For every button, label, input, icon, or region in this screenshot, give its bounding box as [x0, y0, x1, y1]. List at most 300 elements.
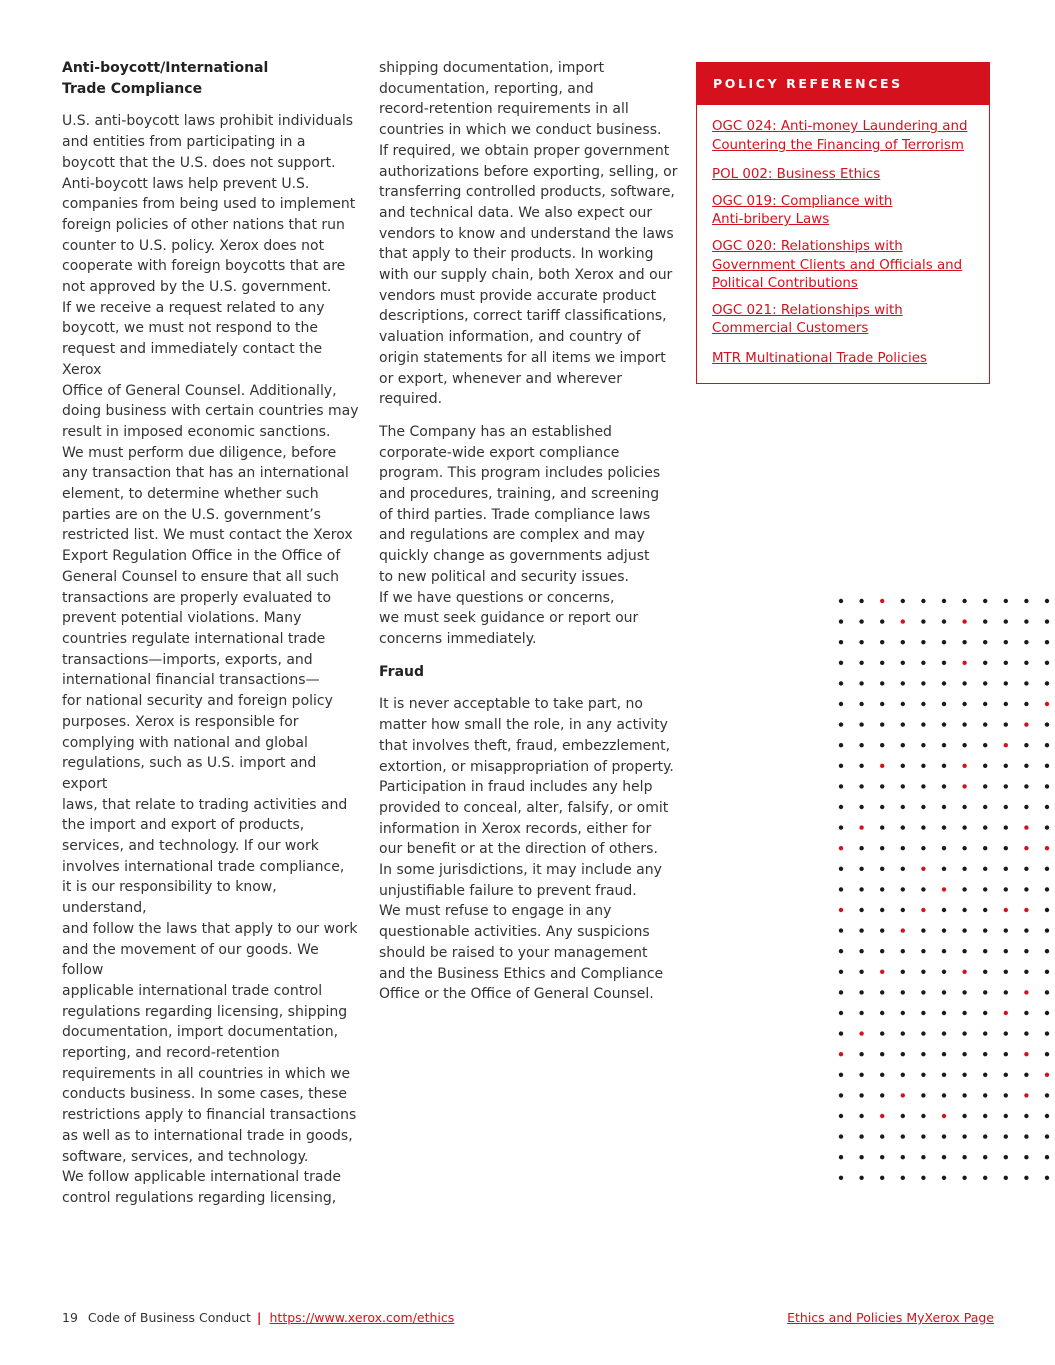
- decorative-dot: [962, 928, 966, 932]
- decorative-dot: [880, 990, 884, 994]
- decorative-dot: [962, 970, 966, 974]
- decorative-dot: [1024, 970, 1028, 974]
- decorative-dot: [901, 1052, 905, 1056]
- decorative-dot: [983, 825, 987, 829]
- decorative-dot: [859, 764, 863, 768]
- decorative-dot: [859, 887, 863, 891]
- policy-references-box: [696, 62, 990, 384]
- decorative-dot: [1045, 1031, 1049, 1035]
- decorative-dot: [942, 743, 946, 747]
- decorative-dot: [839, 784, 843, 788]
- decorative-dot: [1045, 1155, 1049, 1159]
- decorative-dot: [1024, 599, 1028, 603]
- policy-link-item: [712, 238, 975, 294]
- decorative-dot: [859, 928, 863, 932]
- decorative-dot: [859, 990, 863, 994]
- decorative-dot: [921, 599, 925, 603]
- decorative-dot: [962, 1031, 966, 1035]
- decorative-dot: [921, 990, 925, 994]
- decorative-dot: [901, 722, 905, 726]
- decorative-dot: [921, 619, 925, 623]
- decorative-dot: [921, 743, 925, 747]
- decorative-dot: [921, 887, 925, 891]
- decorative-dot-grid: [835, 593, 1055, 1183]
- decorative-dot: [839, 846, 843, 850]
- decorative-dot: [880, 970, 884, 974]
- decorative-dot: [983, 722, 987, 726]
- decorative-dot: [859, 640, 863, 644]
- decorative-dot: [962, 949, 966, 953]
- decorative-dot: [901, 908, 905, 912]
- decorative-dot: [983, 949, 987, 953]
- decorative-dot: [859, 1114, 863, 1118]
- decorative-dot: [1004, 661, 1008, 665]
- decorative-dot: [1045, 784, 1049, 788]
- decorative-dot: [921, 949, 925, 953]
- decorative-dot: [901, 949, 905, 953]
- decorative-dot: [1024, 1073, 1028, 1077]
- decorative-dot: [901, 970, 905, 974]
- decorative-dot: [962, 702, 966, 706]
- decorative-dot: [983, 1093, 987, 1097]
- decorative-dot: [942, 887, 946, 891]
- decorative-dot: [1024, 619, 1028, 623]
- decorative-dot: [921, 928, 925, 932]
- decorative-dot: [942, 949, 946, 953]
- decorative-dot: [880, 722, 884, 726]
- policy-link-ogc-020[interactable]: OGC 020: Relationships with Government Clients and Officials and Political Contributions: [712, 238, 963, 292]
- decorative-dot: [859, 1134, 863, 1138]
- decorative-dot: [1004, 1052, 1008, 1056]
- decorative-dot: [859, 661, 863, 665]
- decorative-dot: [983, 764, 987, 768]
- decorative-dot: [1045, 1011, 1049, 1015]
- decorative-dot: [942, 1155, 946, 1159]
- decorative-dot: [859, 970, 863, 974]
- decorative-dot: [839, 1052, 843, 1056]
- policy-references-list: [697, 105, 989, 369]
- decorative-dot: [921, 825, 925, 829]
- decorative-dot: [942, 640, 946, 644]
- decorative-dot: [1045, 764, 1049, 768]
- decorative-dot: [839, 599, 843, 603]
- decorative-dot: [921, 805, 925, 809]
- decorative-dot: [962, 1073, 966, 1077]
- decorative-dot: [1004, 908, 1008, 912]
- decorative-dot: [1045, 846, 1049, 850]
- policy-link-item: [712, 118, 975, 155]
- decorative-dot: [880, 681, 884, 685]
- decorative-dot: [962, 764, 966, 768]
- decorative-dot: [942, 681, 946, 685]
- decorative-dot: [1024, 1011, 1028, 1015]
- decorative-dot: [880, 1073, 884, 1077]
- fraud-paragraph: It is never acceptable to take part, no matter how small the role, in any activity that involves theft, fraud, embezzlement, extortion, or misappropriation of property. Participation in fraud includes any help provided to conceal, alter, falsify, or omit information in Xerox records, either for our benefit or at the direction of others. In some jurisdictions, it may include any unjustifiable failure to prevent fraud. We must refuse to engage in any questionable activities. Any suspicions should be raised to your management and the Business Ethics and Compliance Office or the Office of General Counsel.: [379, 696, 674, 1003]
- decorative-dot: [942, 1114, 946, 1118]
- myxerox-page-link[interactable]: Ethics and Policies MyXerox Page: [787, 1310, 994, 1325]
- decorative-dot: [839, 928, 843, 932]
- decorative-dot: [901, 619, 905, 623]
- decorative-dot: [1004, 784, 1008, 788]
- decorative-dot: [942, 1176, 946, 1180]
- decorative-dot: [921, 764, 925, 768]
- decorative-dot: [880, 1052, 884, 1056]
- decorative-dot: [880, 619, 884, 623]
- decorative-dot: [839, 640, 843, 644]
- decorative-dot: [901, 1073, 905, 1077]
- decorative-dot: [901, 1031, 905, 1035]
- decorative-dot: [839, 887, 843, 891]
- decorative-dot: [901, 1176, 905, 1180]
- decorative-dot: [839, 867, 843, 871]
- decorative-dot: [1024, 743, 1028, 747]
- anti-boycott-paragraph: U.S. anti-boycott laws prohibit individuals and entities from participating in a boycott that the U.S. does not support. Anti-boycott laws help prevent U.S. companies from being used to implement foreign policies of other nations that run counter to U.S. policy. Xerox does not cooperate with foreign boycotts that are not approved by the U.S. government. If we receive a request related to any boycott, we must not respond to the request and immediately contact the Xerox Office of General Counsel. Additionally, doing business with certain countries may result in imposed economic sanctions. We must perform due diligence, before any transaction that has an international element, to determine whether such parties are on the U.S. government’s restricted list. We must contact the Xerox Export Regulation Office in the Office of General Counsel to ensure that all such transactions are properly evaluated to prevent potential violations. Many countries regulate international trade transactions—imports, exports, and international financial transactions— for national security and foreign policy purposes. Xerox is responsible for complying with national and global regulations, such as U.S. import and export laws, that relate to trading activities and the import and export of products, services, and technology. If our work involves international trade compliance, it is our responsibility to know, understand, and follow the laws that apply to our work and the movement of our goods. We follow applicable international trade control regulations regarding licensing, shipping documentation, import documentation, reporting, and record-retention requirements in all countries in which we conducts business. In some cases, these restrictions apply to financial transactions as well as to international trade in goods, software, services, and technology. We follow applicable international trade control regulations regarding licensing,: [62, 113, 359, 1206]
- decorative-dot: [942, 990, 946, 994]
- decorative-dot: [839, 1011, 843, 1015]
- decorative-dot: [983, 1134, 987, 1138]
- decorative-dot: [1004, 1114, 1008, 1118]
- decorative-dot: [1045, 1176, 1049, 1180]
- decorative-dot: [880, 764, 884, 768]
- decorative-dot: [880, 887, 884, 891]
- decorative-dot: [942, 722, 946, 726]
- decorative-dot: [1045, 887, 1049, 891]
- decorative-dot: [942, 908, 946, 912]
- decorative-dot: [839, 1134, 843, 1138]
- decorative-dot: [962, 743, 966, 747]
- policy-link-pol-002[interactable]: POL 002: Business Ethics: [712, 167, 881, 183]
- decorative-dot: [962, 846, 966, 850]
- decorative-dot: [962, 867, 966, 871]
- decorative-dot: [942, 825, 946, 829]
- decorative-dot: [921, 1073, 925, 1077]
- decorative-dot: [1045, 743, 1049, 747]
- decorative-dot: [839, 1031, 843, 1035]
- decorative-dot: [921, 681, 925, 685]
- decorative-dot: [921, 784, 925, 788]
- decorative-dot: [942, 764, 946, 768]
- decorative-dot: [1024, 1176, 1028, 1180]
- policy-link-ogc-021[interactable]: OGC 021: Relationships with Commercial Customers: [712, 302, 903, 337]
- decorative-dot: [839, 825, 843, 829]
- decorative-dot: [942, 1093, 946, 1097]
- decorative-dot: [983, 1011, 987, 1015]
- decorative-dot: [962, 722, 966, 726]
- decorative-dot: [983, 1176, 987, 1180]
- decorative-dot: [901, 825, 905, 829]
- decorative-dot: [1004, 970, 1008, 974]
- decorative-dot: [839, 805, 843, 809]
- decorative-dot: [962, 1176, 966, 1180]
- decorative-dot: [1024, 764, 1028, 768]
- decorative-dot: [1045, 640, 1049, 644]
- decorative-dot: [942, 846, 946, 850]
- policy-link-item: [712, 193, 975, 230]
- decorative-dot: [983, 846, 987, 850]
- decorative-dot: [921, 640, 925, 644]
- decorative-dot: [962, 1093, 966, 1097]
- decorative-dot: [942, 805, 946, 809]
- decorative-dot: [859, 1155, 863, 1159]
- decorative-dot: [921, 1155, 925, 1159]
- decorative-dot: [859, 702, 863, 706]
- decorative-dot: [880, 867, 884, 871]
- decorative-dot: [880, 1155, 884, 1159]
- decorative-dot: [901, 743, 905, 747]
- decorative-dot: [962, 681, 966, 685]
- decorative-dot: [983, 908, 987, 912]
- decorative-dot: [1004, 1031, 1008, 1035]
- decorative-dot: [839, 722, 843, 726]
- decorative-dot: [859, 1031, 863, 1035]
- decorative-dot: [880, 1011, 884, 1015]
- decorative-dot: [983, 1052, 987, 1056]
- decorative-dot: [901, 867, 905, 871]
- decorative-dot: [859, 908, 863, 912]
- decorative-dot: [942, 1134, 946, 1138]
- decorative-dot: [859, 743, 863, 747]
- decorative-dot: [880, 1114, 884, 1118]
- decorative-dot: [1045, 805, 1049, 809]
- trade-compliance-continued-paragraph: shipping documentation, import documentation, reporting, and record-retention requirements in all countries in which we conduct business. If required, we obtain proper government authorizations before exporting, selling, or transferring controlled products, software, and technical data. We also expect our vendors to know and understand the laws that apply to their products. In working with our supply chain, both Xerox and our vendors must provide accurate product descriptions, correct tariff classifications, valuation information, and country of origin statements for all items we import or export, whenever and wherever required.: [379, 60, 678, 408]
- decorative-dot: [942, 619, 946, 623]
- policy-link-ogc-024[interactable]: OGC 024: Anti-money Laundering and Countering the Financing of Terrorism: [712, 119, 968, 153]
- decorative-dot: [983, 805, 987, 809]
- decorative-dot: [942, 599, 946, 603]
- decorative-dot: [1024, 1031, 1028, 1035]
- decorative-dot: [1024, 1052, 1028, 1056]
- decorative-dot: [1024, 949, 1028, 953]
- decorative-dot: [901, 764, 905, 768]
- decorative-dot: [962, 887, 966, 891]
- decorative-dot: [962, 1114, 966, 1118]
- decorative-dot: [1024, 722, 1028, 726]
- decorative-dot: [983, 970, 987, 974]
- decorative-dot: [859, 1052, 863, 1056]
- decorative-dot: [901, 928, 905, 932]
- decorative-dot: [942, 1031, 946, 1035]
- decorative-dot: [1004, 928, 1008, 932]
- decorative-dot: [839, 1114, 843, 1118]
- decorative-dot: [942, 1011, 946, 1015]
- decorative-dot: [1045, 990, 1049, 994]
- decorative-dot: [1024, 661, 1028, 665]
- decorative-dot: [921, 1011, 925, 1015]
- decorative-dot: [1004, 867, 1008, 871]
- decorative-dot: [962, 825, 966, 829]
- decorative-dot: [1045, 825, 1049, 829]
- decorative-dot: [1004, 1011, 1008, 1015]
- decorative-dot: [901, 1114, 905, 1118]
- decorative-dot: [859, 1176, 863, 1180]
- policy-link-ogc-019[interactable]: OGC 019: Compliance with Anti-bribery Laws: [712, 193, 893, 228]
- decorative-dot: [921, 908, 925, 912]
- decorative-dot: [1024, 990, 1028, 994]
- decorative-dot: [1045, 970, 1049, 974]
- decorative-dot: [1024, 1155, 1028, 1159]
- decorative-dot: [962, 1052, 966, 1056]
- document-title: Code of Business Conduct: [87, 1310, 251, 1325]
- decorative-dot: [1004, 846, 1008, 850]
- decorative-dot: [1004, 599, 1008, 603]
- ethics-url-link[interactable]: https://www.xerox.com/ethics: [269, 1310, 455, 1325]
- decorative-dot: [983, 1155, 987, 1159]
- decorative-dot: [921, 1114, 925, 1118]
- decorative-dot: [839, 764, 843, 768]
- decorative-dot: [901, 846, 905, 850]
- decorative-dot: [1004, 805, 1008, 809]
- decorative-dot: [962, 1011, 966, 1015]
- decorative-dot: [1045, 722, 1049, 726]
- decorative-dot: [1004, 619, 1008, 623]
- decorative-dot: [983, 1073, 987, 1077]
- decorative-dot: [983, 661, 987, 665]
- decorative-dot: [1024, 887, 1028, 891]
- decorative-dot: [859, 949, 863, 953]
- decorative-dot: [983, 743, 987, 747]
- decorative-dot: [962, 640, 966, 644]
- decorative-dot: [962, 805, 966, 809]
- decorative-dot: [1024, 784, 1028, 788]
- decorative-dot: [942, 867, 946, 871]
- decorative-dot: [880, 661, 884, 665]
- decorative-dot: [1045, 1052, 1049, 1056]
- decorative-dot: [921, 867, 925, 871]
- decorative-dot: [1045, 1073, 1049, 1077]
- decorative-dot: [983, 784, 987, 788]
- decorative-dot: [880, 928, 884, 932]
- decorative-dot: [901, 599, 905, 603]
- decorative-dot: [1004, 681, 1008, 685]
- decorative-dot: [921, 846, 925, 850]
- decorative-dot: [921, 1134, 925, 1138]
- decorative-dot: [880, 846, 884, 850]
- decorative-dot: [1004, 949, 1008, 953]
- policy-link-item: [712, 163, 975, 185]
- decorative-dot: [1004, 1073, 1008, 1077]
- decorative-dot: [983, 887, 987, 891]
- decorative-dot: [962, 619, 966, 623]
- decorative-dot: [1004, 1155, 1008, 1159]
- decorative-dot: [1024, 867, 1028, 871]
- decorative-dot: [1045, 867, 1049, 871]
- decorative-dot: [962, 784, 966, 788]
- decorative-dot: [1045, 599, 1049, 603]
- decorative-dot: [859, 599, 863, 603]
- decorative-dot: [962, 990, 966, 994]
- decorative-dot: [983, 1114, 987, 1118]
- decorative-dot: [839, 619, 843, 623]
- decorative-dot: [880, 908, 884, 912]
- decorative-dot: [880, 702, 884, 706]
- decorative-dot: [1004, 640, 1008, 644]
- decorative-dot: [921, 702, 925, 706]
- decorative-dot: [1045, 661, 1049, 665]
- decorative-dot: [1004, 722, 1008, 726]
- decorative-dot: [901, 661, 905, 665]
- decorative-dot: [1004, 1093, 1008, 1097]
- decorative-dot: [901, 1011, 905, 1015]
- decorative-dot: [1024, 681, 1028, 685]
- decorative-dot: [901, 887, 905, 891]
- decorative-dot: [983, 702, 987, 706]
- decorative-dot: [1045, 949, 1049, 953]
- middle-column: [379, 58, 684, 1005]
- decorative-dot: [1045, 1114, 1049, 1118]
- decorative-dot: [880, 1134, 884, 1138]
- decorative-dot: [1024, 1114, 1028, 1118]
- decorative-dot: [880, 805, 884, 809]
- page-footer: [62, 1309, 994, 1327]
- decorative-dot: [1024, 825, 1028, 829]
- decorative-dot: [942, 784, 946, 788]
- decorative-dot: [839, 702, 843, 706]
- policy-references-title: POLICY REFERENCES: [697, 63, 989, 105]
- decorative-dot: [839, 990, 843, 994]
- decorative-dot: [942, 1073, 946, 1077]
- fraud-heading: Fraud: [379, 663, 425, 680]
- decorative-dot: [859, 846, 863, 850]
- decorative-dot: [1045, 908, 1049, 912]
- decorative-dot: [1024, 702, 1028, 706]
- decorative-dot: [901, 681, 905, 685]
- decorative-dot: [839, 1176, 843, 1180]
- decorative-dot: [859, 722, 863, 726]
- decorative-dot: [839, 970, 843, 974]
- decorative-dot: [983, 619, 987, 623]
- decorative-dot: [880, 1031, 884, 1035]
- decorative-dot: [839, 681, 843, 685]
- anti-boycott-heading: Anti-boycott/International Trade Compliance: [62, 60, 269, 97]
- decorative-dot: [1045, 681, 1049, 685]
- policy-link-mtr[interactable]: MTR Multinational Trade Policies: [712, 350, 927, 366]
- decorative-dot: [962, 908, 966, 912]
- decorative-dot: [921, 1031, 925, 1035]
- decorative-dot: [839, 949, 843, 953]
- decorative-dot: [880, 1176, 884, 1180]
- decorative-dot: [1045, 619, 1049, 623]
- decorative-dot: [1024, 846, 1028, 850]
- policy-link-item: [712, 347, 975, 369]
- decorative-dot: [839, 1093, 843, 1097]
- decorative-dot: [942, 661, 946, 665]
- decorative-dot: [901, 990, 905, 994]
- decorative-dot: [1024, 640, 1028, 644]
- decorative-dot: [859, 619, 863, 623]
- decorative-dot: [983, 599, 987, 603]
- decorative-dot: [880, 743, 884, 747]
- decorative-dot: [1004, 990, 1008, 994]
- decorative-dot: [962, 599, 966, 603]
- decorative-dot: [859, 681, 863, 685]
- decorative-dot: [1004, 702, 1008, 706]
- decorative-dot: [1024, 1093, 1028, 1097]
- decorative-dot: [839, 1073, 843, 1077]
- decorative-dot: [880, 949, 884, 953]
- decorative-dot: [901, 1134, 905, 1138]
- decorative-dot: [839, 908, 843, 912]
- left-column: [62, 58, 362, 1209]
- decorative-dot: [859, 1011, 863, 1015]
- decorative-dot: [983, 1031, 987, 1035]
- decorative-dot: [962, 1134, 966, 1138]
- decorative-dot: [962, 661, 966, 665]
- decorative-dot: [962, 1155, 966, 1159]
- decorative-dot: [1045, 702, 1049, 706]
- decorative-dot: [880, 1093, 884, 1097]
- decorative-dot: [921, 661, 925, 665]
- decorative-dot: [880, 784, 884, 788]
